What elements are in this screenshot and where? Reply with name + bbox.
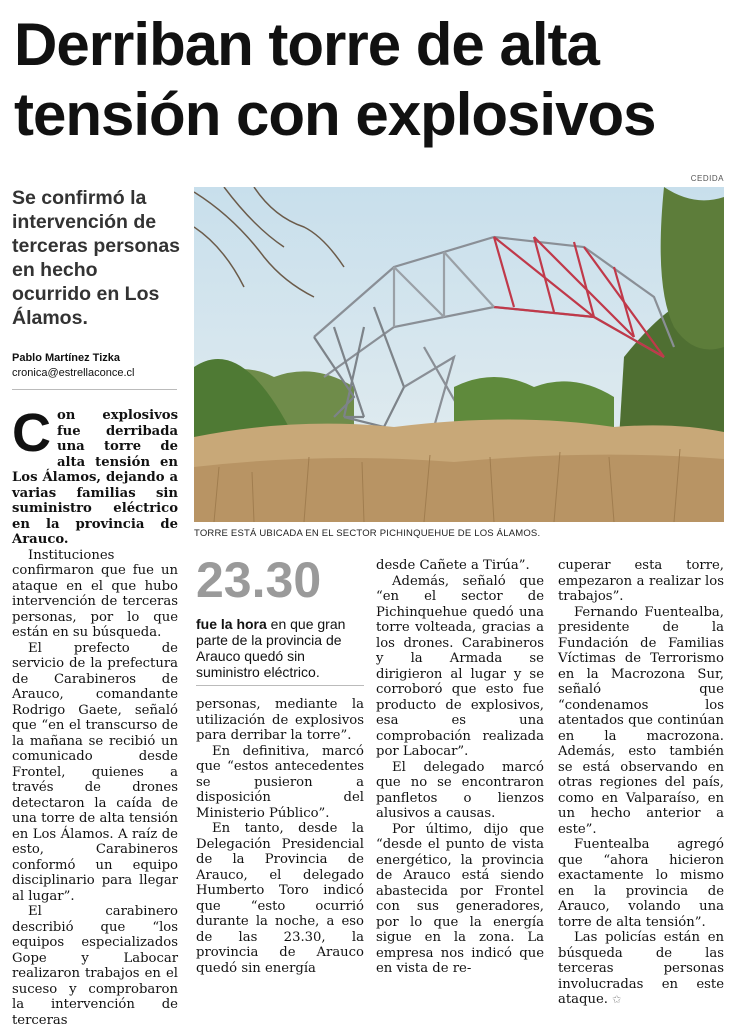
- paragraph: El delegado marcó que no se encontraron panfletos o lienzos alusivos a causas.: [376, 759, 544, 821]
- byline: [12, 351, 177, 390]
- paragraph: En definitiva, marcó que “estos antecedentes se pusieron a disposición del Ministerio Público”.: [196, 743, 364, 821]
- photo-credit: CEDIDA: [690, 174, 724, 183]
- lead-text: on explosivos fue derribada una torre de alta tensión en Los Álamos, dejando a varias familias sin suministro eléctrico en la provincia de Arauco.: [12, 408, 178, 547]
- paragraph: Por último, dijo que “desde el punto de vista energético, la provincia de Arauco está siendo abastecida por Frontel con sus generadores, por lo que la energía sigue en la zona. La empresa nos indicó que en vista de re-: [376, 821, 544, 976]
- author-name: Pablo Martínez Tizka: [12, 352, 120, 364]
- paragraph: Fuentealba agregó que “ahora hicieron exactamente lo mismo en la provincia de Arauco, volando una torre de alta tensión”.: [558, 837, 724, 930]
- paragraph: desde Cañete a Tirúa”.: [376, 558, 530, 573]
- final-paragraph: [558, 930, 724, 1008]
- collapsed-tower-photo: [194, 187, 724, 522]
- lead-paragraph: [12, 403, 178, 548]
- headline: Derriban torre de alta tensión con explosivos: [14, 11, 656, 148]
- article-column-2: [196, 697, 364, 976]
- photo-caption: TORRE ESTÁ UBICADA EN EL SECTOR PICHINQUEHUE DE LOS ÁLAMOS.: [194, 528, 541, 539]
- paragraph: Instituciones confirmaron que fue un ataque en el que hubo intervención de terceras personas, por lo que están en su búsqueda.: [12, 547, 178, 640]
- deck-subtitle: Se confirmó la intervención de terceras personas en hecho ocurrido en Los Álamos.: [12, 187, 181, 329]
- stat-text-bold: fue la hora: [196, 616, 267, 632]
- divider: [196, 685, 364, 686]
- dropcap: C: [12, 403, 51, 463]
- paragraph: cuperar esta torre, empezaron a realizar los trabajos”.: [558, 558, 724, 604]
- article-column-3: [376, 558, 544, 977]
- paragraph: El prefecto de servicio de la prefectura de Carabineros de Arauco, comandante Rodrigo Gaete, señaló que “en el transcurso de la mañana se recibió un comunicado desde Frontel, quienes a través de drones detectaron la caída de una torre de alta tensión en Los Álamos. A raíz de esto, Carabineros conformó un equipo disciplinario para llegar al lugar”.: [12, 640, 178, 904]
- paragraph: Además, señaló que “en el sector de Pichinquehue quedó una torre volteada, gracias a los drones. Carabineros y la Armada se dirigieron al lugar y se corroboró que esto fue producto de explosivos, esa es una comprobación realizada por Labocar”.: [376, 573, 544, 759]
- article-column-4: [558, 558, 724, 1008]
- paragraph: El carabinero describió que “los equipos especializados Gope y Labocar realizaron trabajos en el suceso y comprobaron la intervención de terceras: [12, 904, 178, 1028]
- stat-text: [196, 616, 364, 680]
- stat-callout: [196, 552, 364, 680]
- star-icon: ✩: [612, 993, 622, 1006]
- article-column-1: [12, 403, 178, 1028]
- stat-text-rest: en que gran parte de la provincia de Arauco quedó sin suministro eléctrico.: [196, 616, 346, 680]
- stat-number: 23.30: [196, 552, 322, 608]
- paragraph: En tanto, desde la Delegación Presidencial de la Provincia de Arauco, el delegado Humberto Toro indicó que “esto ocurrió durante la noche, a eso de las 23.30, la provincia de Arauco quedó sin energía: [196, 821, 364, 976]
- paragraph-text: Las policías están en búsqueda de las terceras personas involucradas en este ataque.: [558, 930, 724, 1007]
- author-email[interactable]: cronica@estrellaconce.cl: [12, 367, 135, 379]
- paragraph: personas, mediante la utilización de explosivos para derribar la torre”.: [196, 697, 364, 743]
- paragraph: Fernando Fuentealba, presidente de la Fundación de Familias Víctimas de Terrorismo en la Macrozona Sur, señaló que “condenamos los atentados que continúan en la macrozona. Además, esto también se está observando en otras regiones del país, como en Valparaíso, en un hecho anterior a este”.: [558, 604, 724, 837]
